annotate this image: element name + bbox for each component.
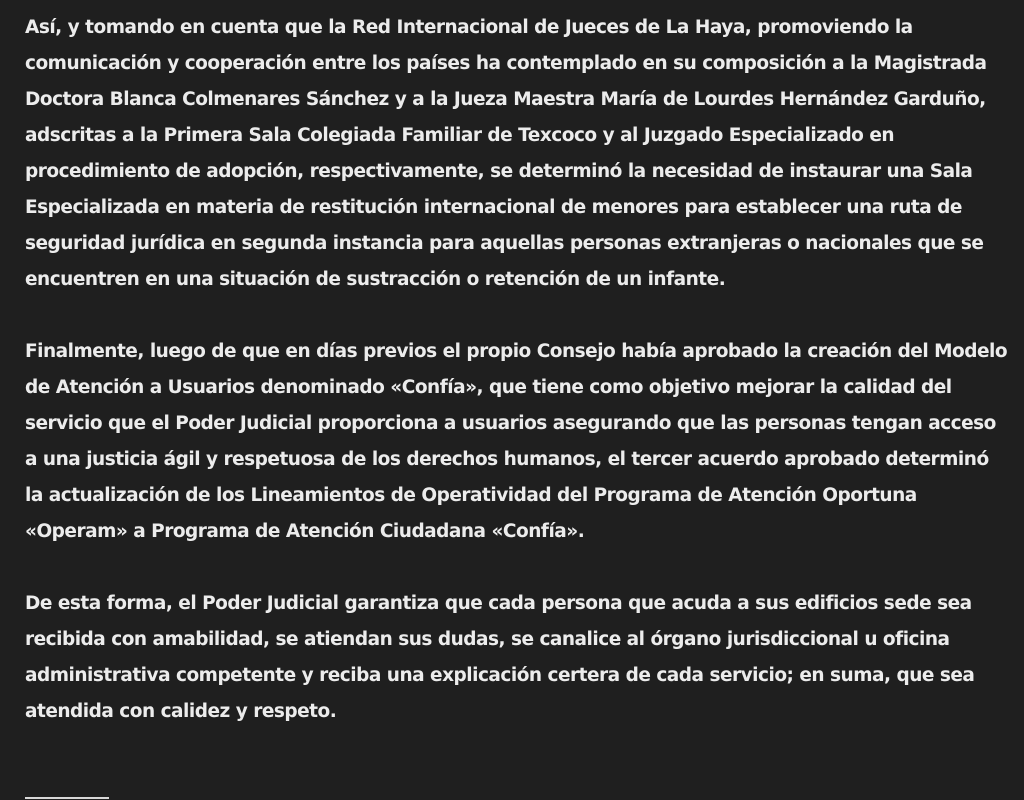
paragraph-poder-judicial: De esta forma, el Poder Judicial garantiza que cada persona que acuda a sus edificios sede sea recibida con amabilidad, se atiendan sus dudas, se canalice al órgano jurisdiccional u oficina administrativa competente y reciba una explicación certera de cada servicio; en suma, que sea atendida con calidez y respeto. (25, 593, 975, 722)
paragraph-modelo-confia: Finalmente, luego de que en días previos el propio Consejo había aprobado la creación del Modelo de Atención a Usuarios denominado «Confía», que tiene como objetivo mejorar la calidad del servicio que el Poder Judicial proporciona a usuarios asegurando que las personas tengan acceso a una justicia ágil y respetuosa de los derechos humanos, el tercer acuerdo aprobado determinó la actualización de los Lineamientos de Operatividad del Programa de Atención Oportuna «Operam» a Programa de Atención Ciudadana «Confía». (25, 341, 1008, 542)
article-body (25, 10, 1010, 766)
section-divider (25, 797, 109, 799)
paragraph-red-internacional: Así, y tomando en cuenta que la Red Internacional de Jueces de La Haya, promoviendo la comunicación y cooperación entre los países ha contemplado en su composición a la Magistrada Doctora Blanca Colmenares Sánchez y a la Jueza Maestra María de Lourdes Hernández Garduño, adscritas a la Primera Sala Colegiada Familiar de Texcoco y al Juzgado Especializado en procedimiento de adopción, respectivamente, se determinó la necesidad de instaurar una Sala Especializada en materia de restitución internacional de menores para establecer una ruta de seguridad jurídica en segunda instancia para aquellas personas extranjeras o nacionales que se encuentren en una situación de sustracción o retención de un infante. (25, 17, 987, 290)
